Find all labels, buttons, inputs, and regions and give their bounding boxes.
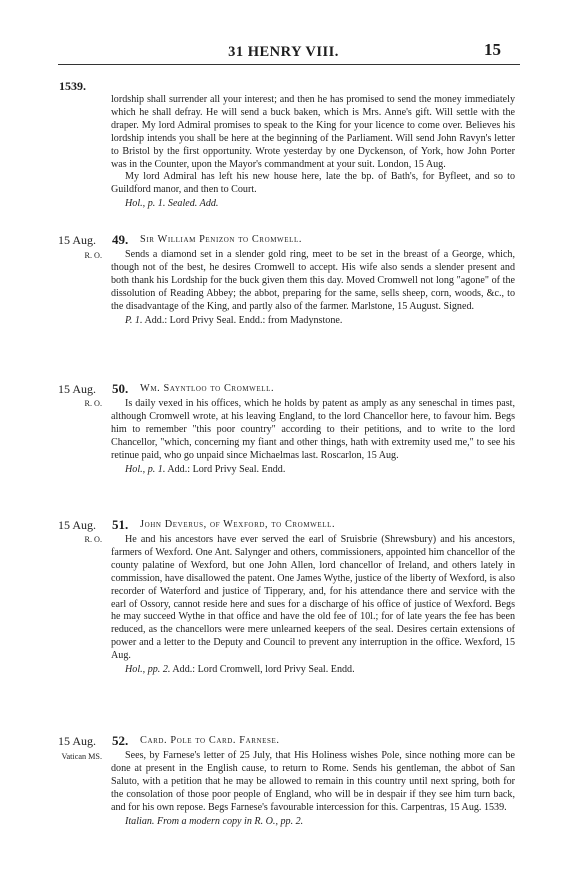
entry-paragraph: Is daily vexed in his offices, which he holds by patent as amply as any seneschal in times past, although Cromwell wrote, at his leaving England, to the lord Chancellor here, to favour him. Begs him to remember "this poor country" according to their petitions, and to write to the lord Chancellor, "which, concerning my fiant and other things, hath with extremity used me," to see his retinue paid, who go unpaid since Michaelmas last. Roscarlon, 15 Aug. xyxy=(111,398,515,461)
entry-body xyxy=(111,249,515,327)
entry-number: 51. xyxy=(112,517,129,532)
entry-title: Sir William Penizon to Cromwell. xyxy=(140,234,303,245)
entry-number: 52. xyxy=(112,733,129,748)
watermark-left xyxy=(21,332,49,354)
entry-heading xyxy=(58,734,518,749)
entry-note-italic: Hol., p. 1. xyxy=(125,463,166,475)
entry-note-plain: Add.: Lord Privy Seal. Endd.: from Madynstone. xyxy=(142,314,343,326)
entry-note-plain: Add.: Lord Privy Seal. Endd. xyxy=(165,463,286,475)
entry-date: 15 Aug. xyxy=(58,382,97,396)
continuation-paragraph: My lord Admiral has left his new house here, late the bp. of Bath's, for Byfleet, and so to Guildford manor, and then to Court. xyxy=(111,171,515,196)
running-header: 31 HENRY VIII. xyxy=(228,44,339,60)
entry-number: 50. xyxy=(112,381,129,396)
entry-heading xyxy=(58,382,518,397)
entry-paragraph: Sends a diamond set in a slender gold ring, meet to be set in the breast of a George, which, though not of the best, he desires Cromwell to accept. His wife also sends a slender present and both thank his Lordship for the buck given them this day. Moved Cromwell not long "agone" of the dissolution of Reading Abbey; the abbot, preparing for the same, sells sheep, corn, woods, &c., to the disadvantage of the King, and partly also of the farmer. Marlstone, 15 August. Signed. xyxy=(111,249,515,312)
entry-note xyxy=(125,664,515,677)
entry-note xyxy=(125,464,515,477)
continuation-paragraph: lordship shall surrender all your interest; and then he has promised to send the money immediately which he shall defray. He will send a buck baken, which is Mrs. Anne's gift. Will settle with the draper. My lord Admiral promises to speak to the King for your licence to come over. Believes his lordship intends you shall be here at the beginning of the Parliament. Will send John Ravyn's letter to Bristol by the first opportunity. Wrote yesterday by one Dyckenson, of York, how John Porter was in the Counter, upon the Mayor's commandment at your suit. London, 15 Aug. xyxy=(111,94,515,170)
entry-title: John Deverus, of Wexford, to Cromwell. xyxy=(140,519,336,530)
continuation-note: Hol., p. 1. Sealed. Add. xyxy=(125,198,219,210)
header-rule xyxy=(58,64,520,65)
entry-source: Vatican MS. xyxy=(61,752,102,761)
entry-paragraph: He and his ancestors have ever served the earl of Sruisbrie (Shrewsbury) and his ancestors, farmers of Wexford. One Ant. Salynger and others, commissioners, appointed him chancellor of the county palatine of Wexford, but one John Allen, lord chancellor of Ireland, and others lately in commission, have disallowed the patent. One James Wythe, justice of the liberty of Wexford, is also recorder of Waterford and justice of Tipperary, and, for his attendance there and service with the earl of Ossory, cannot reside here and sues for a discharge of his office of justice of Wexford. Begs he may succeed Wythe in that office and have the old fee of 10l.; for of late years the fee has been reduced, as the chancellors were mere unlearned keepers of the seal. Desires certain extensions of power and a letter to the Deputy and Council to prevent any interruption in the office. Wexford, 15 Aug. xyxy=(111,534,515,662)
entry-note xyxy=(125,315,515,328)
entry-date: 15 Aug. xyxy=(58,734,97,748)
entry-note-plain: Add.: Lord Cromwell, lord Privy Seal. Endd. xyxy=(170,664,355,676)
continuation-block xyxy=(111,94,515,211)
entry-note-italic: Italian. From a modern copy in R. O., pp. 2. xyxy=(125,815,304,827)
entry-body xyxy=(111,534,515,677)
entry-heading xyxy=(58,518,518,533)
year-marker: 1539. xyxy=(59,79,86,93)
entry-note-italic: P. 1. xyxy=(125,314,143,326)
entry-title: Card. Pole to Card. Farnese. xyxy=(140,735,280,746)
entry-source: R. O. xyxy=(84,399,102,408)
entry-source: R. O. xyxy=(84,251,102,260)
entry-heading xyxy=(58,233,518,248)
entry-number: 49. xyxy=(112,232,129,247)
entry-paragraph: Sees, by Farnese's letter of 25 July, that His Holiness wishes Pole, since nothing more can be done at present in the English cause, to return to Rome. Sends his gentleman, the abbot of San Saluto, with a petition that he may be allowed to remain in this country until next spring, both for the consolation of those poor people of England, who will be in despair if they see him turn back, and for his own repose. Begs Farnese's favourable intercession for this. Carpentras, 15 Aug. 1539. xyxy=(111,750,515,813)
entry-date: 15 Aug. xyxy=(58,233,97,247)
entry-note-italic: Hol., pp. 2. xyxy=(125,664,171,676)
entry-date: 15 Aug. xyxy=(58,518,97,532)
page-number: 15 xyxy=(484,40,501,59)
entry-body xyxy=(111,398,515,476)
entry-body xyxy=(111,750,515,828)
entry-source: R. O. xyxy=(84,535,102,544)
entry-note xyxy=(125,816,515,829)
entry-title: Wm. Sayntloo to Cromwell. xyxy=(140,383,275,394)
